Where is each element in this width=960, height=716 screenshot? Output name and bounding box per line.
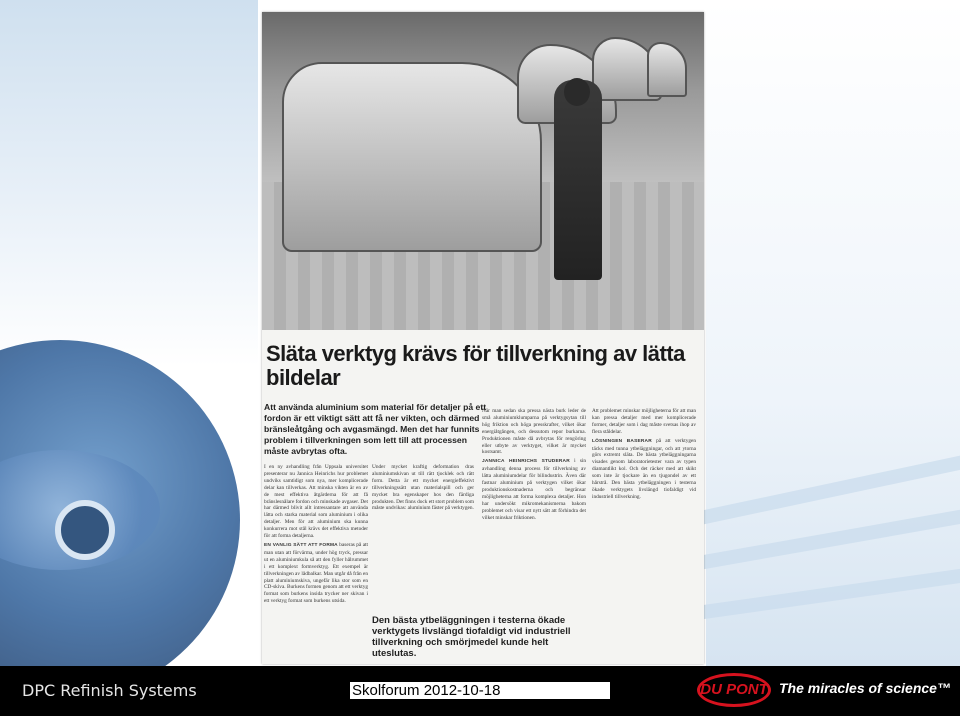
column-subhead: LÖSNINGEN BASERAR xyxy=(592,438,652,444)
article-column-1 xyxy=(264,464,368,607)
car-body-front xyxy=(282,62,542,252)
pull-quote: Den bästa ytbeläggningen i testerna ökade verktygets livslängd tiofaldigt vid industriell tillverkning och smörjmedel kunde helt uteslutas. xyxy=(372,615,571,659)
column-text: I en ny avhandling från Uppsala universitet presenterar nu Jannica Heinrichs hur problemet undviks samtidigt som nya, mer komplicerade delar kan tillverkas. Att minska vikten är en av de mest effektiva åtgärderna för att få bränslesnålare fordon och minskade avgaser. Det har därmed blivit allt intressantare att använda lätta och starka material som aluminium i olika detaljer. Men för att aluminium ska kunna konkurrera mot stål krävs det effektiva metoder för att forma detaljerna. xyxy=(264,464,368,540)
footer-brand: DPC Refinish Systems xyxy=(22,681,197,700)
article-column-2 xyxy=(372,464,474,514)
column-text: i sin avhandling denna process för tillverkning av lätta aluminiumdelar för bilindustrin. Även där fastnar aluminium på verktygen vilket ökar produktionskostnaderna och begränsar möjligheterna att forma komplexa detaljer. Hon har undersökt mikromekanismerna bakom problemet och visar ett nytt sätt att förhindra det vilket minskar friktionen. xyxy=(482,458,586,521)
factory-worker xyxy=(554,80,602,280)
decor-stripe xyxy=(687,563,960,621)
left-decorative-panel xyxy=(0,0,258,666)
article-column-4 xyxy=(592,408,696,503)
column-subhead: JANNICA HEINRICHS STUDERAR xyxy=(482,459,570,465)
car-background-art xyxy=(0,300,240,666)
dupont-logo: DU PONT xyxy=(697,673,771,707)
footer-tagline: The miracles of science™ xyxy=(779,680,951,696)
column-text: på att verktygen täcks med tunna ytbeläggningar, och att ytorna görs extremt släta. De bästa ytbeläggningarna visades genom laboratorietester vara av typen diamantlikt kol. Och det räcker med att skikt som inte är tjockare än en tjugondel av ett hårstrå. Den bästa ytbeläggningen i testerna ökade verktygets livslängd tiofaldigt vid industriell tillverkning. xyxy=(592,437,696,500)
car-wheel-shape xyxy=(55,500,115,560)
car-body-far xyxy=(647,42,687,97)
decor-stripe xyxy=(688,447,960,527)
worker-head xyxy=(564,78,590,106)
column-text: Under mycket kraftig deformation dras aluminiumskivan ut till rätt tjocklek och rätt form. Detta är ett mycket energieffektivt tillverkningssätt utan materialspill och ger mycket bra egenskaper hos den färdiga produkten. Det finns dock ett stort problem som måste undvikas: aluminium fäster på verktygen. xyxy=(372,464,474,512)
newspaper-clipping xyxy=(262,12,704,664)
column-text: Att problemet minskar möjligheterna för att man kan pressa detaljer med mer komplicerade former, detaljer som i dag måste svetsas ihop av flera ståldelar. xyxy=(592,408,696,435)
right-decorative-panel xyxy=(706,0,960,666)
column-subhead: EN VANLIG SÄTT ATT FORMA xyxy=(264,542,338,548)
article-column-3 xyxy=(482,408,586,524)
column-text: baseras på att man utan att förvärma, under hög tryck, pressar ut en aluminiumkula så att den fyller hålrummet i ett komplext formverktyg. Ett exempel är tillverkningen av lådbalkar. Man utgår då från en platt aluminiumskiva, ungefär lika stor som en CD-skiva. Burkens formen genom att ett verktyg format som burkens insida trycker ner skivan i ett verktyg format som burkens utsida. xyxy=(264,541,368,605)
factory-photo xyxy=(262,12,704,330)
article-headline: Släta verktyg krävs för tillverkning av lätta bildelar xyxy=(266,341,685,390)
footer-title: Skolforum 2012-10-18 xyxy=(350,682,610,699)
column-text: När man sedan ska pressa nästa burk leder de små aluminiumklumparna på verktygsytan till hög friktion och höga presskrafter, vilket ökar energiåtgången, och dessutom repor burkarna. Produktionen måste då avbrytas för rengöring eller utbyte av verktyget, vilket är mycket kostsamt. xyxy=(482,408,586,456)
article-lede: Att använda aluminium som material för detaljer på ett fordon är ett viktigt sätt att få ner vikten, och därmed bränsleåtgång och avgasmängd. Men det har funnits problem i tillverkningen som lett till att processen måste avbrytas ofta. xyxy=(264,402,487,456)
